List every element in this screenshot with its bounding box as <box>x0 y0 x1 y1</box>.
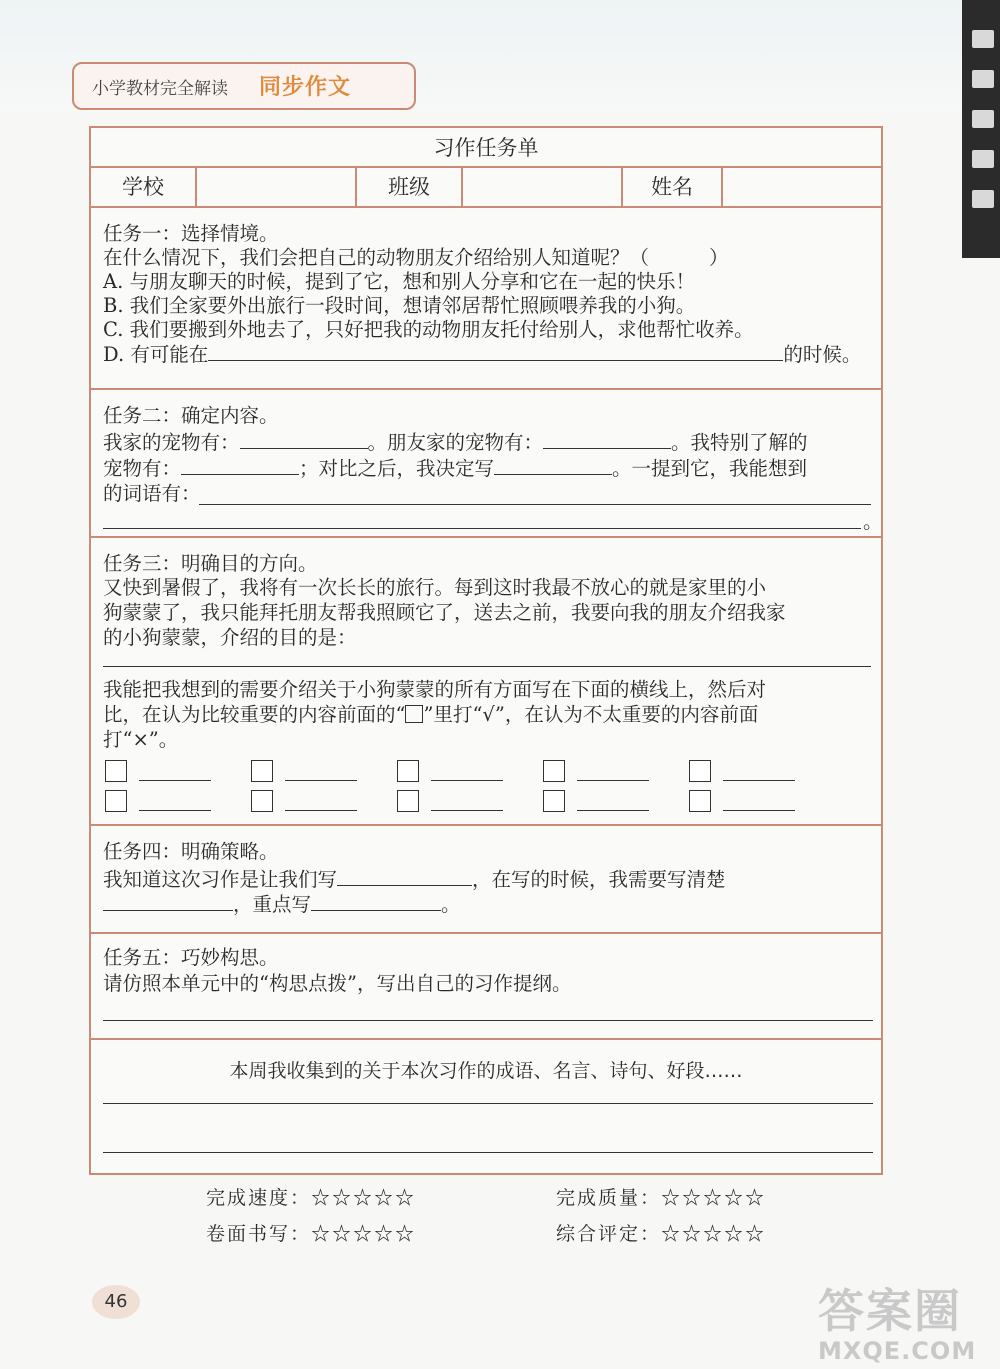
edge-tab <box>972 110 994 128</box>
task4-line1 <box>103 867 726 892</box>
task3-item-line[interactable] <box>431 780 503 781</box>
task3-checkbox[interactable] <box>397 760 419 782</box>
task3-checkbox[interactable] <box>251 760 273 782</box>
name-field[interactable] <box>723 168 881 206</box>
watermark-text: 答案圈 <box>818 1284 962 1338</box>
task3-item-line[interactable] <box>285 780 357 781</box>
page-number: 46 <box>92 1285 140 1319</box>
task2-words-line[interactable] <box>103 528 861 529</box>
task3-checkbox[interactable] <box>397 790 419 812</box>
task1-question-text: 在什么情况下，我们会把自己的动物朋友介绍给别人知道呢？（ <box>103 246 650 269</box>
task-form <box>89 126 883 1175</box>
school-field[interactable] <box>197 168 357 206</box>
task1-option-a: A. 与朋友聊天的时候，提到了它，想和别人分享和它在一起的快乐！ <box>103 270 695 293</box>
edge-tab <box>972 150 994 168</box>
edge-tab <box>972 70 994 88</box>
class-label: 班级 <box>357 168 463 206</box>
task2-blank-friend-pet[interactable] <box>543 430 671 449</box>
eval-speed: 完成速度：☆☆☆☆☆ <box>206 1187 417 1209</box>
task2-line2 <box>103 456 807 481</box>
task1-section <box>91 208 881 390</box>
collection-title: 本周我收集到的关于本次习作的成语、名言、诗句、好段…… <box>229 1060 743 1082</box>
book-header <box>72 62 416 110</box>
task3-checkbox[interactable] <box>105 790 127 812</box>
collection-line[interactable] <box>103 1103 873 1104</box>
task1-d-end: 的时候。 <box>783 343 862 366</box>
task4-section <box>91 826 881 934</box>
task2-section <box>91 390 881 538</box>
task3-checkbox[interactable] <box>543 760 565 782</box>
task3-checkbox[interactable] <box>689 790 711 812</box>
task3-p5 <box>103 703 758 727</box>
task2-words-line[interactable] <box>199 504 871 505</box>
task2-l3a: 的词语有： <box>103 482 201 505</box>
task2-l2a: 宠物有： <box>103 457 182 480</box>
task3-item-line[interactable] <box>577 810 649 811</box>
task3-section <box>91 538 881 826</box>
task3-p3: 的小狗蒙蒙，介绍的目的是： <box>103 626 357 649</box>
task2-line1 <box>103 430 808 455</box>
task1-heading: 任务一：选择情境。 <box>103 222 279 245</box>
task2-line3 <box>103 482 201 506</box>
task3-p1: 又快到暑假了，我将有一次长长的旅行。每到这时我最不放心的就是家里的小 <box>103 576 767 599</box>
name-label: 姓名 <box>623 168 723 206</box>
task2-l1b: 。朋友家的宠物有： <box>367 431 544 454</box>
task2-blank-choice[interactable] <box>494 456 612 475</box>
edge-strip <box>962 0 1000 258</box>
task3-p2: 狗蒙蒙了，我只能拜托朋友帮我照顾它了，送去之前，我要向我的朋友介绍我家 <box>103 601 786 624</box>
task4-line2 <box>103 892 461 917</box>
task1-question-end: ） <box>709 246 729 269</box>
eval-writing: 卷面书写：☆☆☆☆☆ <box>206 1223 417 1245</box>
task3-p5a: 比，在认为比较重要的内容前面的“ <box>103 703 406 726</box>
form-title: 习作任务单 <box>91 128 881 168</box>
info-row <box>91 168 881 208</box>
task5-outline-line[interactable] <box>103 1020 873 1021</box>
task3-p6: 打“×”。 <box>103 728 179 751</box>
task1-question <box>103 246 729 270</box>
task2-l1a: 我家的宠物有： <box>103 431 240 454</box>
square-box-icon <box>405 705 423 723</box>
collection-line[interactable] <box>103 1152 873 1153</box>
book-title: 同步作文 <box>259 75 352 100</box>
class-field[interactable] <box>463 168 623 206</box>
task4-blank-clear[interactable] <box>103 892 233 911</box>
task3-checkbox[interactable] <box>543 790 565 812</box>
task1-d-blank[interactable] <box>208 342 783 361</box>
task1-option-d <box>103 342 861 367</box>
task4-blank-topic[interactable] <box>337 867 472 886</box>
series-title: 小学教材完全解读 <box>92 79 228 99</box>
task1-option-c: C. 我们要搬到外地去了，只好把我的动物朋友托付给别人，求他帮忙收养。 <box>103 318 754 341</box>
task4-l2c: 。 <box>441 893 461 916</box>
task5-line1: 请仿照本单元中的“构思点拨”，写出自己的习作提纲。 <box>103 972 572 995</box>
school-label: 学校 <box>91 168 197 206</box>
task1-answer-slot[interactable] <box>649 246 709 264</box>
watermark <box>818 1275 976 1365</box>
task4-l1a: 我知道这次习作是让我们写 <box>103 868 338 891</box>
task3-item-line[interactable] <box>139 780 211 781</box>
task3-item-line[interactable] <box>431 810 503 811</box>
task5-heading: 任务五：巧妙构思。 <box>103 946 279 969</box>
task2-blank-my-pet[interactable] <box>240 430 368 449</box>
task2-l1c: 。我特别了解的 <box>671 431 808 454</box>
task4-l2b: ，重点写 <box>233 893 312 916</box>
task3-item-line[interactable] <box>723 780 795 781</box>
task2-l2c: 。一提到它，我能想到 <box>612 457 808 480</box>
task3-checkbox[interactable] <box>689 760 711 782</box>
task1-d-start: D. 有可能在 <box>103 343 209 366</box>
task4-blank-focus[interactable] <box>311 892 441 911</box>
task2-blank-known-pet[interactable] <box>181 456 299 475</box>
task3-checkbox[interactable] <box>251 790 273 812</box>
eval-overall: 综合评定：☆☆☆☆☆ <box>556 1223 767 1245</box>
task3-item-line[interactable] <box>285 810 357 811</box>
eval-quality: 完成质量：☆☆☆☆☆ <box>556 1187 767 1209</box>
edge-tab <box>972 30 994 48</box>
task3-purpose-line[interactable] <box>103 666 871 667</box>
task3-p5b: ”里打“√”，在认为不太重要的内容前面 <box>423 703 759 726</box>
task4-l1b: ，在写的时候，我需要写清楚 <box>472 868 726 891</box>
watermark-url: MXQE.COM <box>818 1337 977 1365</box>
task3-heading: 任务三：明确目的方向。 <box>103 552 318 575</box>
task5-section <box>91 934 881 1040</box>
task4-heading: 任务四：明确策略。 <box>103 840 279 863</box>
task3-p4: 我能把我想到的需要介绍关于小狗蒙蒙的所有方面写在下面的横线上，然后对 <box>103 678 767 701</box>
task1-option-b: B. 我们全家要外出旅行一段时间，想请邻居帮忙照顾喂养我的小狗。 <box>103 294 696 317</box>
edge-tab <box>972 190 994 208</box>
task2-l2b: ；对比之后，我决定写 <box>299 457 495 480</box>
task3-item-line[interactable] <box>723 810 795 811</box>
task2-end: 。 <box>863 510 883 533</box>
task3-item-line[interactable] <box>577 780 649 781</box>
task3-checkbox[interactable] <box>105 760 127 782</box>
task2-heading: 任务二：确定内容。 <box>103 404 279 427</box>
task3-item-line[interactable] <box>139 810 211 811</box>
